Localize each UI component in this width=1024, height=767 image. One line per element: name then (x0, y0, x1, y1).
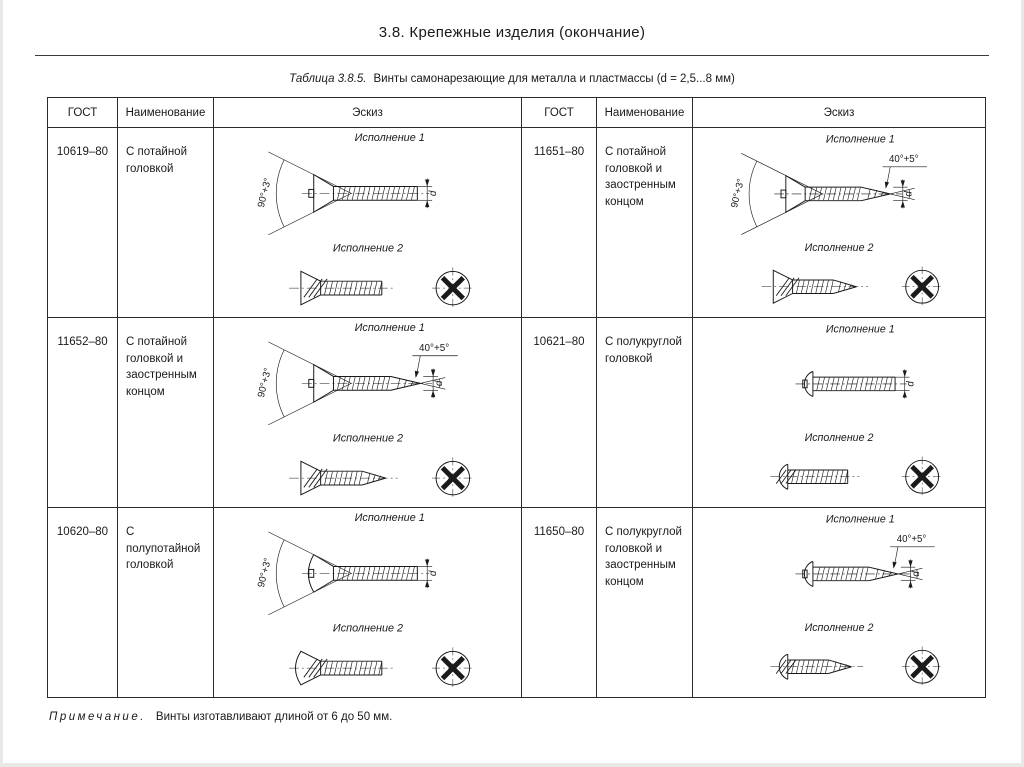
svg-text:Исполнение 1: Исполнение 1 (825, 133, 895, 146)
gost-cell: 11650–80 (522, 508, 597, 698)
screw-sketch (220, 128, 516, 314)
col-header-sketch-left: Эскиз (214, 98, 522, 128)
svg-text:Исполнение 1: Исполнение 1 (354, 512, 425, 525)
svg-text:Исполнение 1: Исполнение 1 (825, 513, 895, 526)
sketch-cell (693, 508, 986, 698)
sketch-cell (214, 508, 522, 698)
svg-text:90°+3°: 90°+3° (255, 366, 274, 399)
gost-cell: 10619–80 (48, 128, 118, 318)
page-title: 3.8. Крепежные изделия (окончание) (378, 24, 646, 41)
screw-sketch (694, 318, 984, 504)
table-row (48, 128, 986, 318)
svg-text:90°+3°: 90°+3° (729, 177, 747, 209)
svg-text:Исполнение 2: Исполнение 2 (804, 621, 874, 634)
screw-sketch (694, 128, 984, 314)
svg-text:40°+5°: 40°+5° (889, 154, 919, 166)
svg-text:d: d (905, 381, 917, 387)
footnote-text: Винты изготавливают длиной от 6 до 50 мм. (155, 711, 393, 723)
screw-sketch (220, 318, 516, 504)
svg-text:Исполнение 2: Исполнение 2 (332, 622, 403, 635)
sketch-cell (693, 128, 986, 318)
title-divider (35, 55, 989, 56)
svg-text:90°+3°: 90°+3° (255, 176, 274, 209)
table-row (48, 318, 986, 508)
gost-cell: 10621–80 (522, 318, 597, 508)
name-cell: С полукруглой головкой (597, 318, 693, 508)
col-header-gost-left: ГОСТ (48, 98, 118, 128)
col-header-name-left: Наименование (118, 98, 214, 128)
sketch-cell (693, 318, 986, 508)
name-cell: С полукруглой головкой и заостренным концом (597, 508, 693, 698)
svg-text:d: d (427, 570, 439, 577)
col-header-sketch-right: Эскиз (693, 98, 986, 128)
name-cell: С потайной головкой и заостренным концом (118, 318, 214, 508)
table-caption-text: Винты самонарезающие для металла и пластмассы (d = 2,5...8 мм) (373, 73, 735, 85)
svg-text:d: d (911, 571, 923, 577)
footnote-label: Примечание. (49, 711, 146, 723)
table-row (48, 508, 986, 698)
col-header-gost-right: ГОСТ (522, 98, 597, 128)
footnote (49, 711, 1021, 723)
svg-text:40°+5°: 40°+5° (418, 342, 449, 354)
name-cell: С полупотайной головкой (118, 508, 214, 698)
svg-text:Исполнение 1: Исполнение 1 (354, 132, 425, 145)
svg-text:Исполнение 2: Исполнение 2 (804, 431, 874, 444)
name-cell: С потайной головкой и заостренным концом (597, 128, 693, 318)
svg-text:Исполнение 2: Исполнение 2 (332, 432, 403, 445)
col-header-name-right: Наименование (597, 98, 693, 128)
table-caption-label: Таблица 3.8.5. (289, 73, 367, 85)
gost-cell: 10620–80 (48, 508, 118, 698)
header-row (48, 98, 986, 128)
screw-sketch (694, 508, 984, 694)
table-caption (3, 73, 1021, 85)
svg-text:d: d (433, 380, 445, 387)
svg-text:d: d (427, 190, 439, 197)
svg-text:Исполнение 2: Исполнение 2 (804, 241, 874, 254)
name-cell: С потайной головкой (118, 128, 214, 318)
gost-cell: 11651–80 (522, 128, 597, 318)
svg-text:Исполнение 1: Исполнение 1 (825, 323, 895, 336)
sketch-cell (214, 318, 522, 508)
screws-table (47, 97, 986, 698)
document-page (3, 0, 1021, 763)
gost-cell: 11652–80 (48, 318, 118, 508)
svg-text:d: d (903, 191, 915, 197)
svg-text:Исполнение 2: Исполнение 2 (332, 242, 403, 255)
svg-text:90°+3°: 90°+3° (255, 556, 274, 589)
svg-text:40°+5°: 40°+5° (896, 534, 927, 546)
svg-text:Исполнение 1: Исполнение 1 (354, 322, 425, 335)
screw-sketch (220, 508, 516, 694)
sketch-cell (214, 128, 522, 318)
